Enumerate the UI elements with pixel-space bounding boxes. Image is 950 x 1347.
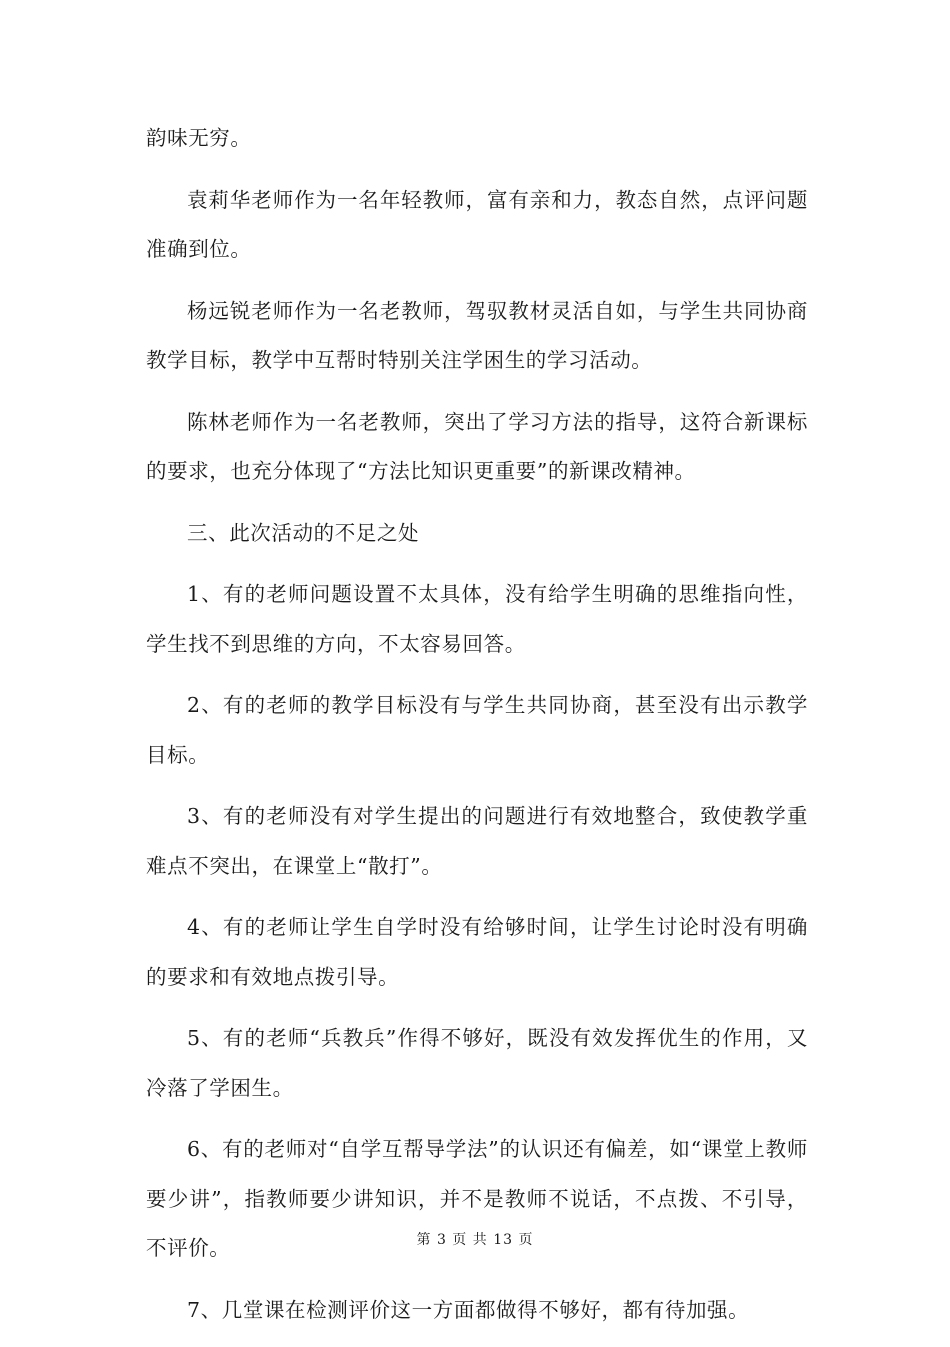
list-item-2: 2、有的老师的教学目标没有与学生共同协商，甚至没有出示教学目标。 xyxy=(146,693,808,767)
list-item-7: 7、几堂课在检测评价这一方面都做得不够好，都有待加强。 xyxy=(187,1297,750,1322)
list-item-5: 5、有的老师“兵教兵”作得不够好，既没有效发挥优生的作用，又冷落了学困生。 xyxy=(146,1026,808,1100)
paragraph-yuan-lihua: 袁莉华老师作为一名年轻教师，富有亲和力，教态自然，点评问题准确到位。 xyxy=(146,187,808,261)
section-heading-shortcomings: 三、此次活动的不足之处 xyxy=(187,520,420,545)
paragraph-continuation: 韵味无穷。 xyxy=(146,126,252,150)
paragraph-yang-yuanrui: 杨远锐老师作为一名老教师，驾驭教材灵活自如，与学生共同协商教学目标，教学中互帮时特别关注学困生的学习活动。 xyxy=(146,298,808,372)
paragraph-chen-lin: 陈林老师作为一名老教师，突出了学习方法的指导，这符合新课标的要求，也充分体现了“方法比知识更重要”的新课改精神。 xyxy=(146,409,808,483)
page-number-footer: 第 3 页 共 13 页 xyxy=(416,1232,534,1248)
list-item-3: 3、有的老师没有对学生提出的问题进行有效地整合，致使教学重难点不突出，在课堂上“散打”。 xyxy=(146,804,808,878)
document-body xyxy=(146,114,808,1347)
list-item-6: 6、有的老师对“自学互帮导学法”的认识还有偏差，如“课堂上教师要少讲”，指教师要少讲知识，并不是教师不说话，不点拨、不引导，不评价。 xyxy=(146,1137,808,1260)
list-item-4: 4、有的老师让学生自学时没有给够时间，让学生讨论时没有明确的要求和有效地点拨引导。 xyxy=(146,915,808,989)
list-item-1: 1、有的老师问题设置不太具体，没有给学生明确的思维指向性，学生找不到思维的方向，不太容易回答。 xyxy=(146,582,808,656)
